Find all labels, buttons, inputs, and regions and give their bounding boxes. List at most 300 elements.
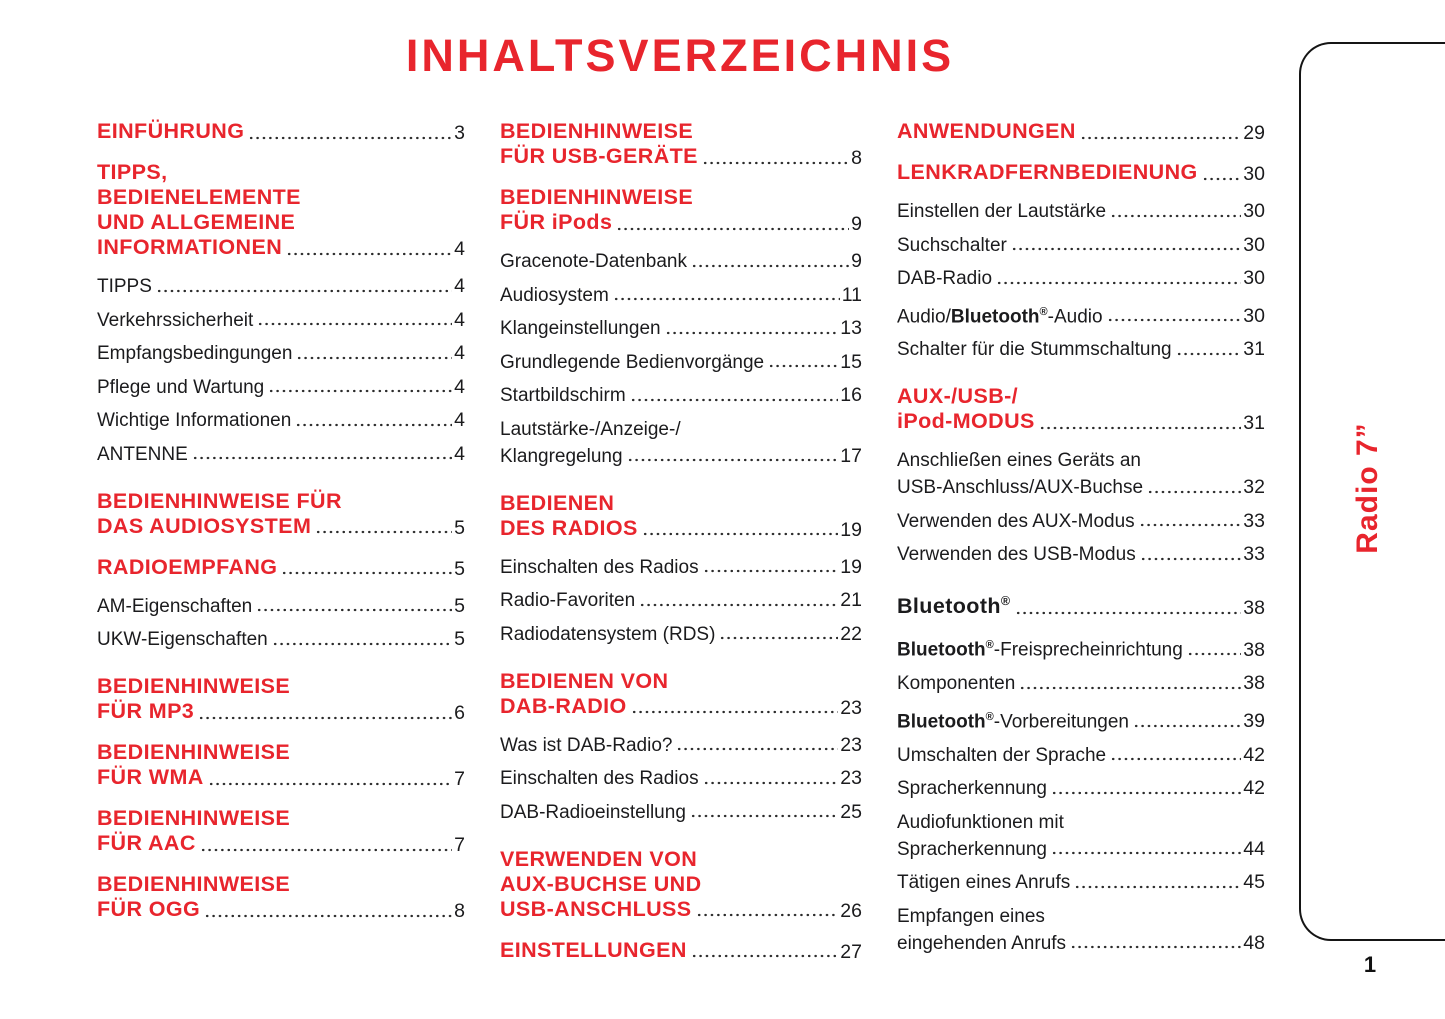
text-segment: TIPPS bbox=[97, 276, 152, 297]
text-segment: Spracherkennung bbox=[897, 778, 1047, 800]
text-segment: INFORMATIONEN bbox=[97, 235, 283, 259]
toc-entry-row bbox=[97, 310, 465, 331]
dot-leader bbox=[642, 522, 838, 541]
toc-entry-page: 9 bbox=[851, 213, 862, 235]
toc-entry-label bbox=[897, 339, 1172, 360]
dot-leader bbox=[198, 705, 452, 724]
toc-entry-page: 8 bbox=[851, 147, 862, 169]
dot-leader bbox=[613, 287, 840, 306]
toc-entry-page: 31 bbox=[1243, 412, 1265, 435]
text-segment: ® bbox=[1000, 594, 1011, 609]
toc-entry-line bbox=[500, 491, 862, 516]
text-segment: EINFÜHRUNG bbox=[97, 119, 245, 143]
toc-entry-row bbox=[500, 516, 862, 541]
toc-entry-label bbox=[500, 557, 699, 578]
dot-leader bbox=[631, 700, 839, 719]
toc-entry-page: 13 bbox=[840, 317, 862, 339]
toc-item-entry bbox=[500, 285, 862, 306]
toc-entry-row bbox=[500, 557, 862, 578]
dot-leader bbox=[286, 241, 452, 260]
toc-entry-line bbox=[97, 489, 465, 514]
toc-entry-row bbox=[500, 624, 862, 645]
toc-entry-page: 22 bbox=[840, 622, 862, 645]
toc-entry-label bbox=[500, 897, 692, 922]
text-segment: Bluetooth bbox=[897, 594, 1001, 619]
toc-entry-page: 38 bbox=[1243, 597, 1265, 620]
toc-entry-row bbox=[97, 629, 465, 650]
dot-leader bbox=[1187, 642, 1241, 661]
toc-entry-label bbox=[97, 629, 268, 650]
toc-item-entry bbox=[97, 444, 465, 465]
toc-entry-page: 4 bbox=[454, 342, 465, 364]
text-segment: EINSTELLUNGEN bbox=[500, 937, 687, 962]
toc-item-entry bbox=[500, 802, 862, 823]
dot-leader bbox=[703, 770, 839, 789]
toc-entry-label bbox=[500, 624, 715, 645]
toc-item-entry bbox=[897, 235, 1265, 256]
toc-entry-row bbox=[500, 385, 862, 406]
toc-entry-row bbox=[500, 210, 862, 235]
text-segment: Pflege und Wartung bbox=[97, 376, 265, 398]
toc-entry-page: 19 bbox=[840, 518, 862, 541]
toc-heading-entry bbox=[97, 674, 465, 724]
toc-entry-row bbox=[500, 318, 862, 339]
dot-leader bbox=[616, 216, 849, 235]
toc-entry-label bbox=[97, 377, 264, 398]
toc-item-entry bbox=[897, 872, 1265, 893]
text-segment: Verwenden des AUX-Modus bbox=[897, 510, 1135, 532]
text-segment: Verkehrssicherheit bbox=[97, 309, 254, 331]
toc-entry-row bbox=[500, 897, 862, 922]
dot-leader bbox=[315, 520, 452, 539]
toc-entry-line bbox=[500, 847, 862, 872]
toc-entry-label bbox=[500, 285, 609, 306]
toc-entry-row bbox=[97, 377, 465, 398]
dot-leader bbox=[1019, 675, 1241, 694]
toc-entry-row bbox=[500, 938, 862, 963]
toc-entry-label bbox=[500, 251, 687, 272]
toc-heading-entry bbox=[500, 491, 862, 541]
toc-heading-entry bbox=[897, 119, 1265, 144]
toc-entry-page: 31 bbox=[1243, 338, 1265, 361]
text-segment: -Freisprecheinrichtung bbox=[993, 639, 1183, 661]
dot-leader bbox=[696, 903, 839, 922]
toc-entry-page: 17 bbox=[840, 444, 862, 467]
text-segment: FÜR MP3 bbox=[97, 699, 195, 723]
text-segment: BEDIENHINWEISE bbox=[500, 119, 694, 143]
toc-entry-label bbox=[97, 310, 253, 331]
toc-item-entry bbox=[897, 745, 1265, 766]
toc-entry-page: 21 bbox=[840, 589, 862, 611]
dot-leader bbox=[1107, 308, 1242, 327]
page-number: 1 bbox=[1363, 952, 1377, 977]
dot-leader bbox=[690, 804, 838, 823]
page-title: INHALTSVERZEICHNIS bbox=[405, 30, 955, 81]
text-segment: Empfangsbedingungen bbox=[97, 343, 293, 364]
toc-entry-row bbox=[897, 511, 1265, 532]
toc-entry-page: 15 bbox=[840, 350, 862, 373]
toc-entry-label bbox=[897, 635, 1183, 660]
toc-entry-page: 42 bbox=[1243, 777, 1265, 800]
toc-entry-row bbox=[897, 778, 1265, 799]
toc-entry-label bbox=[897, 160, 1198, 185]
toc-heading-entry bbox=[97, 160, 465, 260]
toc-entry-row bbox=[897, 707, 1265, 732]
toc-entry-line bbox=[97, 740, 465, 765]
toc-entry-page: 7 bbox=[454, 768, 465, 790]
toc-heading-entry bbox=[500, 669, 862, 719]
text-segment: RADIOEMPFANG bbox=[97, 554, 278, 579]
toc-entry-page: 5 bbox=[454, 594, 465, 617]
text-segment: USB-Anschluss/AUX-Buchse bbox=[897, 477, 1144, 499]
dot-leader bbox=[691, 944, 839, 963]
dot-leader bbox=[204, 903, 452, 922]
toc-entry-page: 29 bbox=[1243, 122, 1265, 144]
toc-entry-page: 30 bbox=[1243, 200, 1265, 222]
toc-entry-row bbox=[897, 119, 1265, 144]
text-segment: Einstellen der Lautstärke bbox=[897, 201, 1107, 222]
dot-leader bbox=[1147, 479, 1241, 498]
dot-leader bbox=[1110, 747, 1241, 766]
text-segment: UKW-Eigenschaften bbox=[97, 629, 268, 650]
toc-entry-row bbox=[897, 268, 1265, 289]
text-segment: Schalter für die Stummschaltung bbox=[897, 339, 1172, 361]
text-segment: Einschalten des Radios bbox=[500, 768, 699, 789]
toc-entry-label bbox=[500, 144, 698, 169]
toc-entry-page: 4 bbox=[454, 275, 465, 297]
dot-leader bbox=[703, 559, 839, 578]
dot-leader bbox=[1051, 780, 1241, 799]
dot-leader bbox=[192, 446, 452, 465]
toc-heading-entry bbox=[500, 938, 862, 963]
toc-entry-row bbox=[897, 201, 1265, 222]
text-segment: Grundlegende Bedienvorgänge bbox=[500, 351, 765, 373]
toc-heading-entry bbox=[897, 384, 1265, 434]
toc-entry-label bbox=[97, 555, 277, 580]
text-segment: ® bbox=[985, 710, 994, 723]
toc-entry-line bbox=[97, 806, 465, 831]
text-segment: Komponenten bbox=[897, 673, 1016, 695]
dot-leader bbox=[702, 150, 849, 169]
text-segment: Bluetooth bbox=[897, 711, 986, 733]
dot-leader bbox=[1070, 935, 1241, 954]
toc-entry-label bbox=[897, 745, 1106, 766]
toc-entry-label bbox=[97, 765, 204, 790]
toc-entry-row bbox=[500, 590, 862, 611]
toc-item-entry bbox=[897, 906, 1265, 954]
toc-item-entry bbox=[500, 735, 862, 756]
text-segment: TIPPS, bbox=[97, 160, 168, 184]
toc-entry-page: 33 bbox=[1243, 543, 1265, 566]
toc-entry-label bbox=[897, 119, 1076, 144]
toc-entry-row bbox=[500, 768, 862, 789]
dot-leader bbox=[1039, 415, 1242, 434]
toc-entry-row bbox=[500, 735, 862, 756]
dot-leader bbox=[996, 270, 1241, 289]
toc-entry-label bbox=[897, 477, 1143, 498]
dot-leader bbox=[295, 412, 452, 431]
toc-entry-label bbox=[500, 318, 661, 339]
text-segment: Suchschalter bbox=[897, 234, 1007, 256]
toc-entry-page: 16 bbox=[840, 384, 862, 406]
toc-column-2 bbox=[500, 119, 862, 979]
toc-item-entry bbox=[897, 707, 1265, 732]
toc-entry-page: 19 bbox=[840, 555, 862, 578]
toc-entry-label bbox=[500, 802, 686, 823]
text-segment: Radio-Favoriten bbox=[500, 590, 636, 611]
toc-item-entry bbox=[97, 276, 465, 297]
text-segment: eingehenden Anrufs bbox=[897, 932, 1067, 954]
text-segment: BEDIENHINWEISE FÜR bbox=[97, 488, 342, 513]
toc-item-entry bbox=[97, 596, 465, 617]
toc-entry-row bbox=[500, 285, 862, 306]
toc-entry-line bbox=[500, 669, 862, 694]
text-segment: ANTENNE bbox=[97, 443, 188, 465]
toc-entry-page: 5 bbox=[454, 516, 465, 539]
toc-entry-line bbox=[897, 450, 1265, 471]
dot-leader bbox=[1015, 600, 1242, 619]
text-segment: Gracenote-Datenbank bbox=[500, 251, 687, 272]
toc-entry-page: 4 bbox=[454, 308, 465, 331]
toc-item-entry bbox=[500, 251, 862, 272]
text-segment: Verwenden des USB-Modus bbox=[897, 544, 1136, 566]
dot-leader bbox=[1080, 125, 1242, 144]
dot-leader bbox=[1133, 713, 1241, 732]
dot-leader bbox=[200, 837, 452, 856]
toc-entry-page: 4 bbox=[454, 442, 465, 465]
toc-entry-line bbox=[500, 419, 862, 440]
toc-entry-row bbox=[97, 235, 465, 260]
text-segment: AUX-/USB-/ bbox=[897, 384, 1019, 409]
toc-entry-line bbox=[97, 872, 465, 897]
toc-entry-row bbox=[897, 872, 1265, 893]
toc-item-entry bbox=[897, 812, 1265, 860]
toc-entry-label bbox=[97, 119, 244, 144]
toc-entry-page: 5 bbox=[454, 628, 465, 650]
toc-item-entry bbox=[97, 629, 465, 650]
dot-leader bbox=[1176, 341, 1242, 360]
toc-entry-label bbox=[500, 938, 687, 963]
dot-leader bbox=[627, 448, 839, 467]
dot-leader bbox=[676, 737, 838, 756]
dot-leader bbox=[1202, 166, 1242, 185]
toc-entry-line bbox=[897, 906, 1265, 927]
toc-entry-page: 3 bbox=[454, 122, 465, 144]
toc-entry-label bbox=[500, 210, 612, 235]
text-segment: Bluetooth bbox=[950, 305, 1040, 327]
toc-entry-row bbox=[97, 897, 465, 922]
toc-entry-label bbox=[97, 276, 152, 297]
text-segment: Spracherkennung bbox=[897, 838, 1047, 860]
text-segment: Audio/ bbox=[897, 305, 951, 327]
text-segment: BEDIENEN bbox=[500, 490, 615, 515]
toc-item-entry bbox=[897, 544, 1265, 565]
toc-heading-entry bbox=[897, 160, 1265, 185]
text-segment: UND ALLGEMEINE bbox=[97, 210, 296, 234]
text-segment: BEDIENEN VON bbox=[500, 668, 669, 693]
toc-entry-row bbox=[500, 352, 862, 373]
text-segment: BEDIENHINWEISE bbox=[97, 872, 291, 896]
text-segment: USB-ANSCHLUSS bbox=[500, 896, 692, 921]
toc-entry-page: 30 bbox=[1243, 163, 1265, 185]
toc-entry-row bbox=[897, 544, 1265, 565]
toc-item-entry bbox=[897, 635, 1265, 660]
text-segment: BEDIENELEMENTE bbox=[97, 185, 301, 209]
toc-entry-label bbox=[500, 590, 635, 611]
text-segment: VERWENDEN VON bbox=[500, 846, 698, 871]
toc-item-entry bbox=[897, 201, 1265, 222]
toc-entry-page: 32 bbox=[1243, 476, 1265, 499]
toc-entry-label bbox=[97, 831, 196, 856]
toc-item-entry bbox=[897, 450, 1265, 498]
toc-entry-row bbox=[897, 933, 1265, 954]
text-segment: Einschalten des Radios bbox=[500, 556, 699, 578]
toc-entry-label bbox=[97, 699, 194, 724]
dot-leader bbox=[257, 312, 452, 331]
toc-heading-entry bbox=[500, 119, 862, 169]
text-segment: Klangregelung bbox=[500, 445, 623, 467]
toc-entry-label bbox=[897, 673, 1015, 694]
toc-entry-label bbox=[897, 268, 992, 289]
text-segment: AUX-BUCHSE UND bbox=[500, 871, 702, 896]
toc-entry-label bbox=[897, 707, 1129, 732]
toc-entry-label bbox=[897, 839, 1047, 860]
dot-leader bbox=[1074, 874, 1241, 893]
text-segment: Was ist DAB-Radio? bbox=[500, 734, 673, 756]
toc-entry-row bbox=[897, 409, 1265, 434]
toc-entry-label bbox=[500, 516, 638, 541]
toc-entry-page: 27 bbox=[840, 940, 862, 963]
text-segment: DAB-Radioeinstellung bbox=[500, 801, 686, 823]
toc-entry-page: 33 bbox=[1243, 509, 1265, 532]
toc-entry-label bbox=[897, 933, 1066, 954]
toc-entry-page: 42 bbox=[1243, 743, 1265, 766]
toc-entry-page: 38 bbox=[1243, 638, 1265, 661]
text-segment: LENKRADFERNBEDIENUNG bbox=[897, 160, 1198, 184]
text-segment: BEDIENHINWEISE bbox=[97, 674, 291, 698]
toc-item-entry bbox=[97, 410, 465, 431]
toc-entry-page: 25 bbox=[840, 800, 862, 823]
toc-entry-line bbox=[500, 119, 862, 144]
text-segment: AM-Eigenschaften bbox=[97, 595, 253, 617]
text-segment: -Audio bbox=[1047, 305, 1103, 327]
toc-entry-label bbox=[897, 409, 1035, 434]
text-segment: Empfangen eines bbox=[897, 905, 1045, 927]
toc-item-entry bbox=[97, 343, 465, 364]
dot-leader bbox=[1110, 203, 1241, 222]
toc-column-1 bbox=[97, 119, 465, 979]
toc-item-entry bbox=[500, 590, 862, 611]
dot-leader bbox=[281, 561, 452, 580]
toc-heading-entry bbox=[897, 589, 1265, 619]
text-segment: ANWENDUNGEN bbox=[897, 119, 1076, 143]
dot-leader bbox=[208, 771, 452, 790]
toc-entry-line bbox=[97, 674, 465, 699]
toc-item-entry bbox=[500, 624, 862, 645]
toc-entry-label bbox=[500, 446, 623, 467]
toc-item-entry bbox=[97, 310, 465, 331]
toc-entry-row bbox=[500, 802, 862, 823]
dot-leader bbox=[1139, 513, 1242, 532]
toc-entry-label bbox=[97, 410, 291, 431]
text-segment: Startbildschirm bbox=[500, 385, 626, 406]
text-segment: Tätigen eines Anrufs bbox=[897, 872, 1071, 894]
toc-entry-page: 7 bbox=[454, 834, 465, 856]
toc-item-entry bbox=[500, 419, 862, 467]
text-segment: FÜR iPods bbox=[500, 210, 613, 234]
text-segment: ® bbox=[1039, 305, 1048, 318]
toc-entry-line bbox=[97, 185, 465, 210]
toc-entry-label bbox=[897, 544, 1136, 565]
toc-item-entry bbox=[500, 318, 862, 339]
dot-leader bbox=[1051, 841, 1241, 860]
toc-entry-row bbox=[897, 477, 1265, 498]
text-segment: iPod-MODUS bbox=[897, 409, 1035, 434]
toc-item-entry bbox=[897, 673, 1265, 694]
toc-entry-row bbox=[97, 119, 465, 144]
toc-heading-entry bbox=[500, 185, 862, 235]
toc-entry-page: 4 bbox=[454, 409, 465, 431]
toc-entry-row bbox=[97, 555, 465, 580]
dot-leader bbox=[256, 598, 452, 617]
toc-entry-page: 48 bbox=[1243, 931, 1265, 954]
toc-heading-entry bbox=[97, 555, 465, 580]
toc-entry-row bbox=[97, 699, 465, 724]
toc-entry-line bbox=[97, 160, 465, 185]
toc-entry-row bbox=[897, 839, 1265, 860]
toc-entry-row bbox=[897, 302, 1265, 327]
toc-entry-row bbox=[897, 745, 1265, 766]
dot-leader bbox=[639, 592, 838, 611]
toc-entry-row bbox=[897, 589, 1265, 619]
toc-entry-page: 38 bbox=[1243, 672, 1265, 695]
text-segment: Audiosystem bbox=[500, 284, 609, 306]
toc-item-entry bbox=[897, 511, 1265, 532]
toc-entry-row bbox=[97, 343, 465, 364]
dot-leader bbox=[1011, 237, 1241, 256]
toc-entry-label bbox=[97, 235, 282, 260]
toc-entry-label bbox=[500, 735, 672, 756]
toc-item-entry bbox=[897, 268, 1265, 289]
text-segment: FÜR USB-GERÄTE bbox=[500, 144, 698, 168]
toc-item-entry bbox=[897, 339, 1265, 360]
toc-entry-row bbox=[500, 251, 862, 272]
toc-entry-row bbox=[897, 339, 1265, 360]
toc-entry-page: 11 bbox=[841, 283, 862, 306]
toc-entry-row bbox=[97, 596, 465, 617]
toc-heading-entry bbox=[97, 806, 465, 856]
text-segment: FÜR AAC bbox=[97, 831, 196, 855]
toc-column-3 bbox=[897, 119, 1265, 979]
toc-entry-page: 23 bbox=[840, 767, 862, 789]
toc-heading-entry bbox=[97, 740, 465, 790]
toc-entry-label bbox=[500, 768, 699, 789]
dot-leader bbox=[272, 631, 452, 650]
toc-entry-line bbox=[897, 812, 1265, 833]
dot-leader bbox=[719, 626, 838, 645]
side-tab-label: Radio 7” bbox=[1351, 422, 1384, 554]
toc-heading-entry bbox=[97, 119, 465, 144]
text-segment: -Vorbereitungen bbox=[993, 711, 1129, 733]
toc-entry-page: 45 bbox=[1243, 871, 1265, 894]
text-segment: DAB-Radio bbox=[897, 268, 993, 289]
toc-entry-row bbox=[97, 444, 465, 465]
toc-entry-line bbox=[897, 384, 1265, 409]
toc-entry-row bbox=[97, 410, 465, 431]
toc-entry-label bbox=[897, 201, 1106, 222]
text-segment: FÜR OGG bbox=[97, 897, 201, 921]
toc-item-entry bbox=[500, 557, 862, 578]
